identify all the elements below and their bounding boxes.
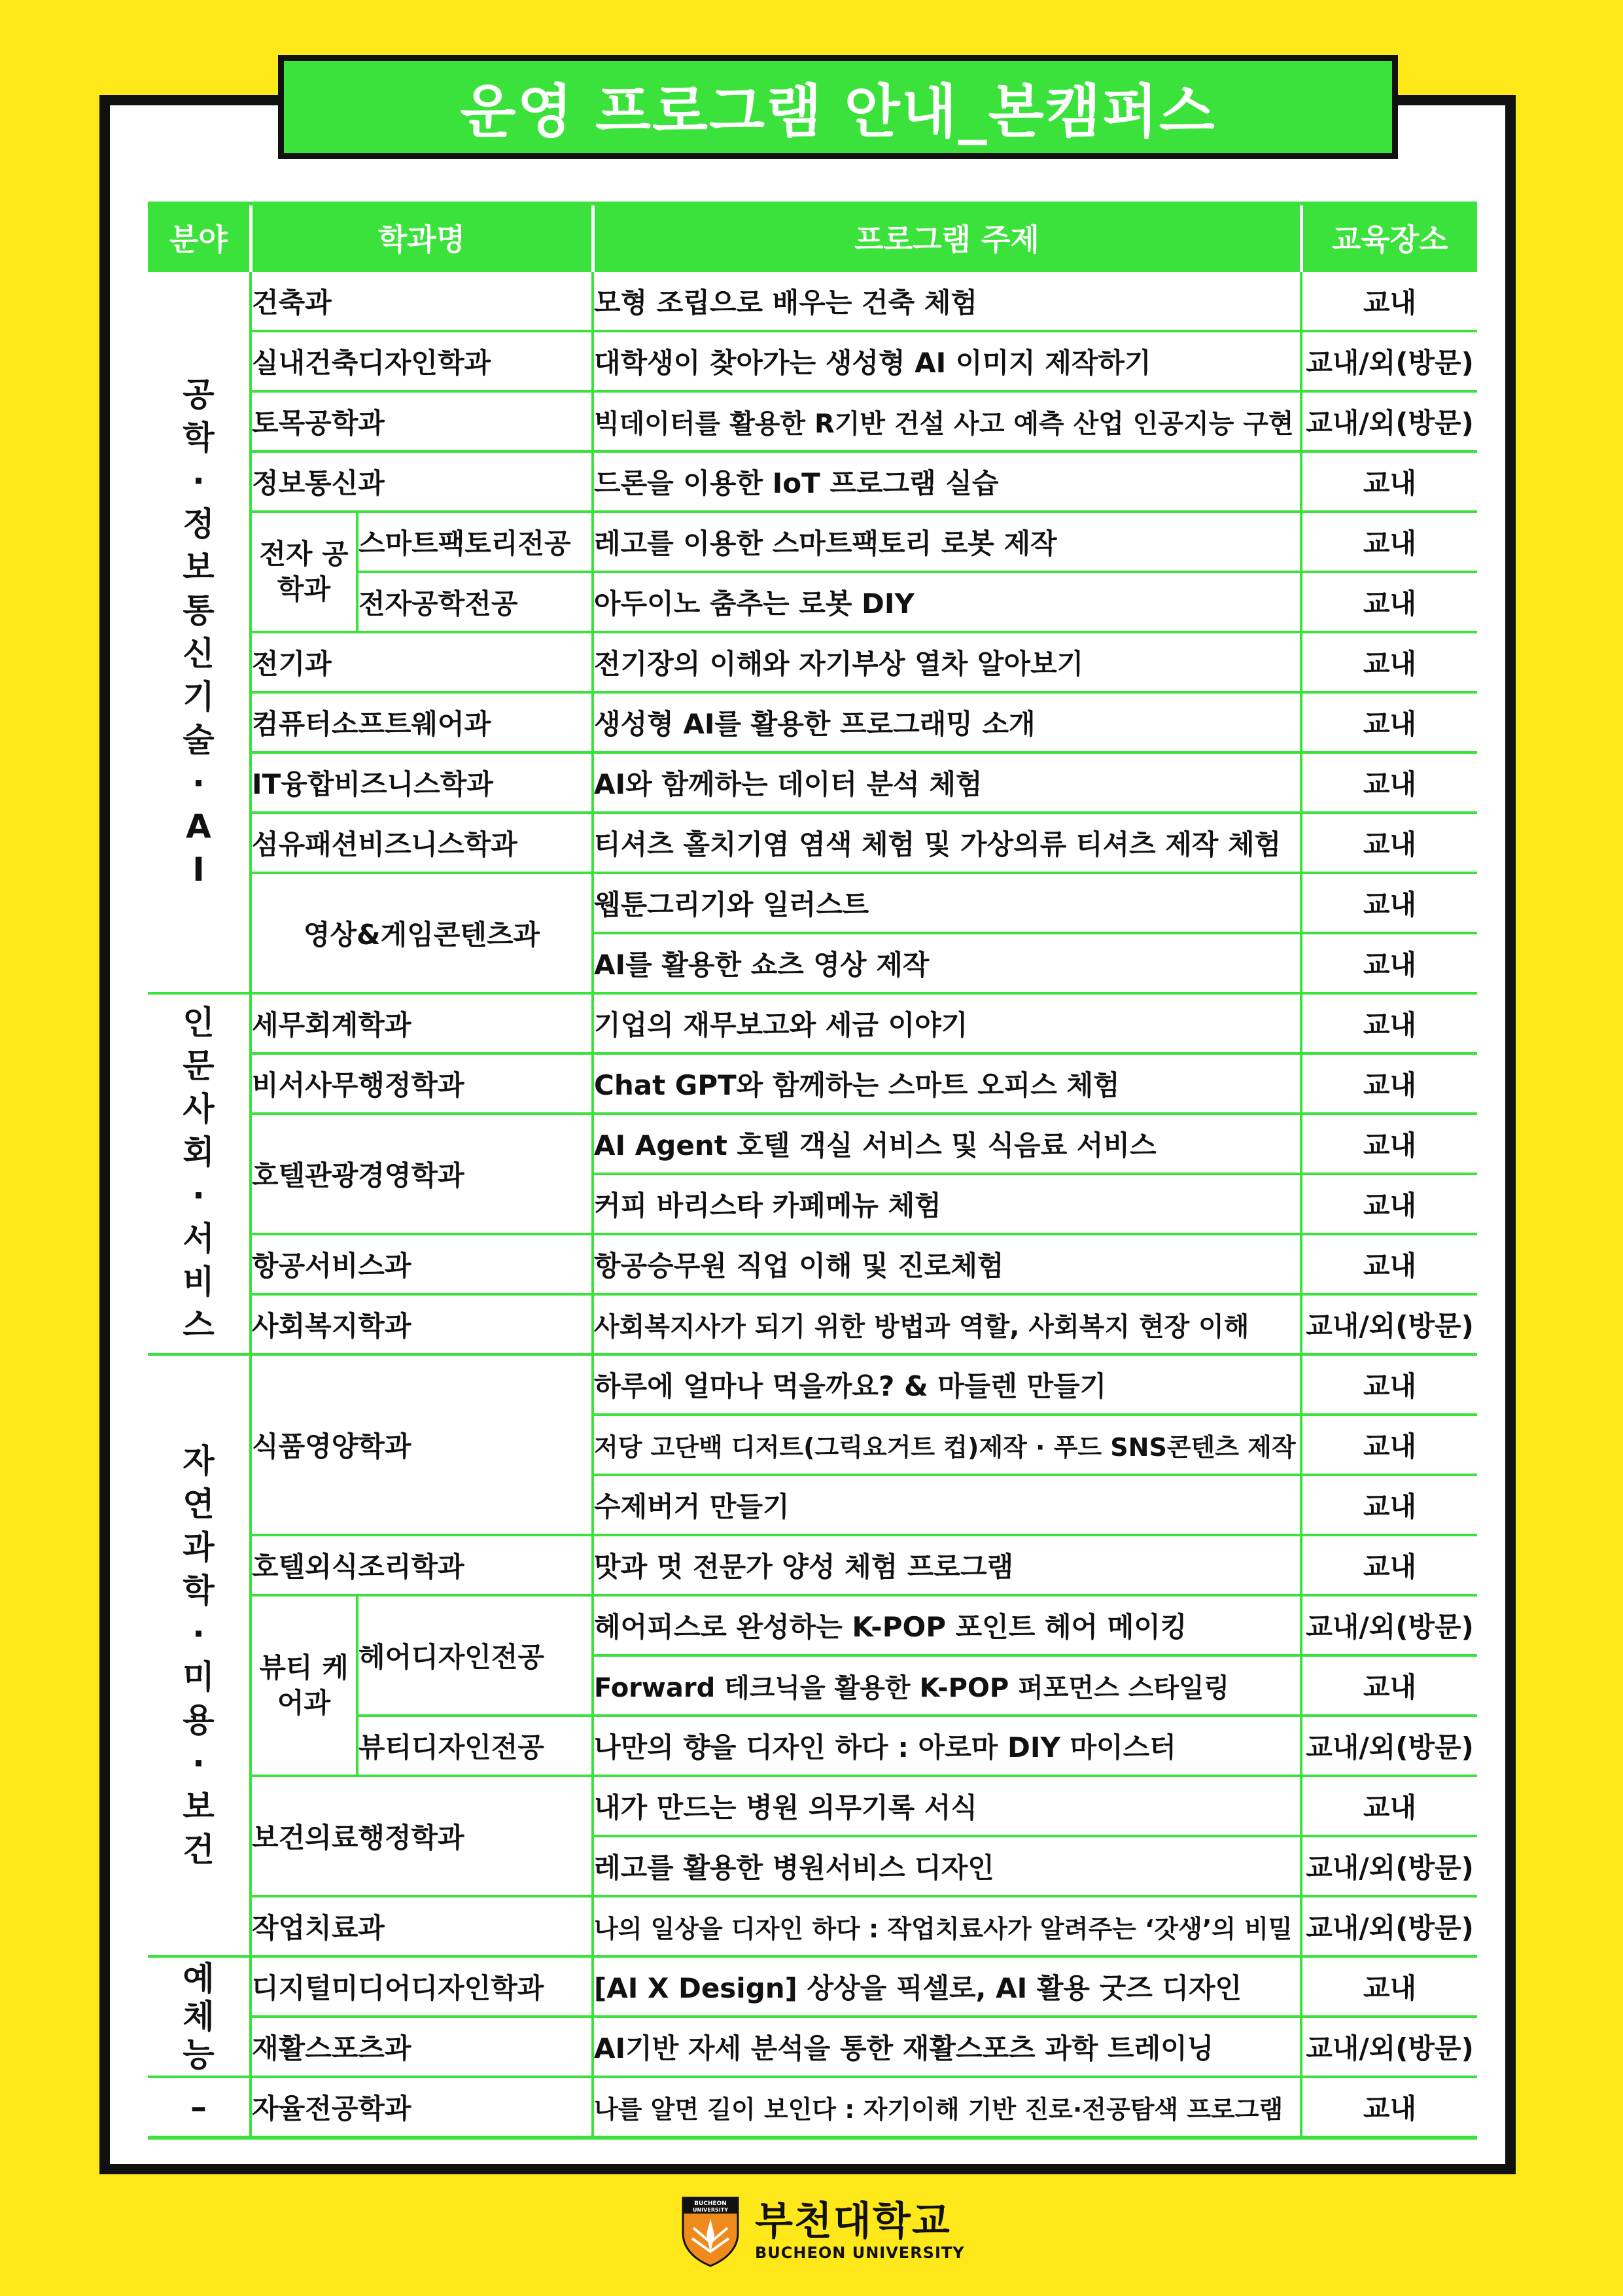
table-row: [148, 1234, 1477, 1294]
field-char: 사: [183, 1090, 215, 1128]
field-char: 기: [183, 678, 215, 716]
dept-cell: 호텔관광경영학과: [251, 1114, 593, 1234]
field-char: ·: [192, 764, 205, 802]
topic-cell: 헤어피스로 완성하는 K-POP 포인트 헤어 메이킹: [593, 1595, 1301, 1655]
dept-cell: IT융합비즈니스학과: [251, 752, 593, 813]
dept-cell: 정보통신과: [251, 451, 593, 512]
seal-bottom-text: UNIVERSITY: [693, 2207, 728, 2213]
field-char: I: [192, 851, 205, 889]
table-row: [148, 993, 1477, 1053]
field-char: 용: [183, 1701, 215, 1739]
field-char: 회: [183, 1133, 215, 1171]
field-char: 학: [183, 419, 215, 457]
field-char: 건: [183, 1831, 215, 1869]
topic-cell: 기업의 재무보고와 세금 이야기: [593, 993, 1301, 1053]
major-cell: 뷰티디자인전공: [357, 1716, 593, 1776]
seal-top-text: BUCHEON: [694, 2200, 727, 2207]
field-char: 공: [183, 376, 215, 414]
place-cell: 교내/외(방문): [1301, 1836, 1477, 1896]
place-cell: 교내: [1301, 1174, 1477, 1234]
field-free: –: [148, 2077, 251, 2138]
field-char: 인: [183, 1004, 215, 1042]
header-topic: 프로그램 주제: [593, 203, 1301, 271]
place-cell: 교내: [1301, 1535, 1477, 1595]
topic-cell: Chat GPT와 함께하는 스마트 오피스 체험: [593, 1053, 1301, 1114]
field-char: ·: [192, 1744, 205, 1782]
field-char: 보: [183, 1788, 215, 1826]
topic-cell: 생성형 AI를 활용한 프로그래밍 소개: [593, 692, 1301, 752]
dept-cell: 자율전공학과: [251, 2077, 593, 2138]
field-humanities-label: [148, 1001, 249, 1347]
table-row: [148, 391, 1477, 451]
major-cell: 스마트팩토리전공: [357, 512, 593, 572]
place-cell: 교내: [1301, 2077, 1477, 2138]
place-cell: 교내: [1301, 1776, 1477, 1836]
field-natural-science-label: [148, 1439, 249, 1871]
place-cell: 교내: [1301, 451, 1477, 512]
field-char: 학: [183, 1572, 215, 1610]
topic-cell: 수제버거 만들기: [593, 1475, 1301, 1535]
field-char: 연: [183, 1485, 215, 1523]
place-cell: 교내/외(방문): [1301, 1716, 1477, 1776]
topic-cell: 내가 만드는 병원 의무기록 서식: [593, 1776, 1301, 1836]
topic-cell: 모형 조립으로 배우는 건축 체험: [593, 271, 1301, 331]
topic-cell: AI와 함께하는 데이터 분석 체험: [593, 752, 1301, 813]
table-row: [148, 632, 1477, 692]
dept-cell: 섬유패션비즈니스학과: [251, 813, 593, 873]
dept-cell: 호텔외식조리학과: [251, 1535, 593, 1595]
place-cell: 교내/외(방문): [1301, 1896, 1477, 1956]
place-cell: 교내: [1301, 933, 1477, 993]
topic-cell: 빅데이터를 활용한 R기반 건설 사고 예측 산업 인공지능 구현: [593, 391, 1301, 451]
header-place: 교육장소: [1301, 203, 1477, 271]
place-cell: 교내/외(방문): [1301, 1294, 1477, 1354]
field-engineering-label: [148, 373, 249, 891]
place-cell: 교내: [1301, 1234, 1477, 1294]
topic-cell: AI기반 자세 분석을 통한 재활스포츠 과학 트레이닝: [593, 2017, 1301, 2077]
page-title: 운영 프로그램 안내_본캠퍼스: [278, 55, 1398, 159]
field-char: 보: [183, 548, 215, 586]
table-row: [148, 1114, 1477, 1174]
table-row: [148, 873, 1477, 933]
field-char: 능: [183, 2036, 215, 2074]
topic-cell: 레고를 활용한 병원서비스 디자인: [593, 1836, 1301, 1896]
place-cell: 교내/외(방문): [1301, 1595, 1477, 1655]
topic-cell: 나를 알면 길이 보인다 : 자기이해 기반 진로·전공탐색 프로그램: [593, 2077, 1301, 2138]
place-cell: 교내: [1301, 1475, 1477, 1535]
topic-cell: 티셔츠 홀치기염 염색 체험 및 가상의류 티셔츠 제작 체험: [593, 813, 1301, 873]
table-row: [148, 1053, 1477, 1114]
dept-cell: 세무회계학과: [251, 993, 593, 1053]
field-char: 비: [183, 1263, 215, 1301]
place-cell: 교내/외(방문): [1301, 2017, 1477, 2077]
topic-cell: 웹툰그리기와 일러스트: [593, 873, 1301, 933]
dept-cell-beauty: 뷰티 케어과: [251, 1595, 357, 1776]
field-arts-label: [148, 1960, 249, 2074]
table-row: [148, 2077, 1477, 2138]
field-char: 신: [183, 635, 215, 673]
table-row: [148, 1535, 1477, 1595]
university-logo: [680, 2195, 965, 2267]
place-cell: 교내: [1301, 1956, 1477, 2017]
topic-cell: 나의 일상을 디자인 하다 : 작업치료사가 알려주는 ‘갓생’의 비밀: [593, 1896, 1301, 1956]
place-cell: 교내: [1301, 1655, 1477, 1716]
dept-cell: 식품영양학과: [251, 1354, 593, 1535]
field-char: 서: [183, 1220, 215, 1258]
program-table: [148, 202, 1477, 2140]
place-cell: 교내: [1301, 572, 1477, 632]
topic-cell: 나만의 향을 디자인 하다 : 아로마 DIY 마이스터: [593, 1716, 1301, 1776]
topic-cell: [AI X Design] 상상을 픽셀로, AI 활용 굿즈 디자인: [593, 1956, 1301, 2017]
major-cell: 헤어디자인전공: [357, 1595, 593, 1716]
place-cell: 교내: [1301, 813, 1477, 873]
field-char: 자: [183, 1442, 215, 1480]
dept-cell: 실내건축디자인학과: [251, 331, 593, 391]
logo-text: [755, 2200, 965, 2263]
topic-cell: 대학생이 찾아가는 생성형 AI 이미지 제작하기: [593, 331, 1301, 391]
table-row: [148, 331, 1477, 391]
topic-cell: AI를 활용한 쇼츠 영상 제작: [593, 933, 1301, 993]
place-cell: 교내: [1301, 1053, 1477, 1114]
place-cell: 교내/외(방문): [1301, 331, 1477, 391]
topic-cell: 사회복지사가 되기 위한 방법과 역할, 사회복지 현장 이해: [593, 1294, 1301, 1354]
dept-cell: 재활스포츠과: [251, 2017, 593, 2077]
table-row: [148, 692, 1477, 752]
place-cell: 교내: [1301, 1114, 1477, 1174]
place-cell: 교내: [1301, 692, 1477, 752]
table-row: [148, 752, 1477, 813]
field-natural-science: [148, 1354, 251, 1956]
table-row: [148, 1776, 1477, 1836]
topic-cell: 전기장의 이해와 자기부상 열차 알아보기: [593, 632, 1301, 692]
table-row: [148, 2017, 1477, 2077]
place-cell: 교내: [1301, 1415, 1477, 1475]
table-row: [148, 271, 1477, 331]
place-cell: 교내: [1301, 271, 1477, 331]
topic-cell: 항공승무원 직업 이해 및 진로체험: [593, 1234, 1301, 1294]
table-header-row: [148, 203, 1477, 271]
field-char: 체: [183, 1998, 215, 2036]
dept-cell: 토목공학과: [251, 391, 593, 451]
header-dept: 학과명: [251, 203, 593, 271]
dept-cell: 항공서비스과: [251, 1234, 593, 1294]
place-cell: 교내: [1301, 752, 1477, 813]
place-cell: 교내: [1301, 632, 1477, 692]
dept-cell: 컴퓨터소프트웨어과: [251, 692, 593, 752]
field-char: 통: [183, 592, 215, 629]
place-cell: 교내: [1301, 993, 1477, 1053]
field-char: 미: [183, 1658, 215, 1696]
topic-cell: 커피 바리스타 카페메뉴 체험: [593, 1174, 1301, 1234]
field-char: ·: [192, 1176, 205, 1214]
field-char: 과: [183, 1528, 215, 1566]
topic-cell: 드론을 이용한 IoT 프로그램 실습: [593, 451, 1301, 512]
dept-cell: 보건의료행정학과: [251, 1776, 593, 1896]
topic-cell: 저당 고단백 디저트(그릭요거트 컵)제작 · 푸드 SNS콘텐츠 제작: [593, 1415, 1301, 1475]
topic-cell: 아두이노 춤추는 로봇 DIY: [593, 572, 1301, 632]
dept-cell: 영상&게임콘텐츠과: [251, 873, 593, 993]
place-cell: 교내/외(방문): [1301, 391, 1477, 451]
dept-cell: 전기과: [251, 632, 593, 692]
dept-cell: 디지털미디어디자인학과: [251, 1956, 593, 2017]
place-cell: 교내: [1301, 512, 1477, 572]
field-char: ·: [192, 1615, 205, 1653]
topic-cell: 하루에 얼마나 먹을까요? & 마들렌 만들기: [593, 1354, 1301, 1415]
field-char: 문: [183, 1047, 215, 1085]
topic-cell: 레고를 이용한 스마트팩토리 로봇 제작: [593, 512, 1301, 572]
topic-cell: Forward 테크닉을 활용한 K-POP 퍼포먼스 스타일링: [593, 1655, 1301, 1716]
dept-cell: 사회복지학과: [251, 1294, 593, 1354]
table-row: [148, 1896, 1477, 1956]
place-cell: 교내: [1301, 1354, 1477, 1415]
field-char: A: [186, 807, 211, 845]
header-field: 분야: [148, 203, 251, 271]
topic-cell: AI Agent 호텔 객실 서비스 및 식음료 서비스: [593, 1114, 1301, 1174]
field-humanities: [148, 993, 251, 1354]
table-row: [148, 813, 1477, 873]
field-char: 술: [183, 721, 215, 759]
place-cell: 교내: [1301, 873, 1477, 933]
field-char: 스: [183, 1306, 215, 1344]
field-engineering: [148, 271, 251, 993]
dept-cell: 비서사무행정학과: [251, 1053, 593, 1114]
table-row: [148, 512, 1477, 572]
dept-cell: 건축과: [251, 271, 593, 331]
table-row: [148, 1595, 1477, 1655]
dept-cell-electronics: 전자 공학과: [251, 512, 357, 632]
table-row: [148, 1956, 1477, 2017]
field-char: 정: [183, 505, 215, 543]
logo-english: BUCHEON UNIVERSITY: [755, 2244, 965, 2262]
table-row: [148, 451, 1477, 512]
logo-korean: 부천대학교: [755, 2199, 951, 2244]
field-arts: [148, 1956, 251, 2077]
field-char: ·: [192, 462, 205, 500]
emblem-icon: [680, 2195, 741, 2267]
table-row: [148, 1294, 1477, 1354]
field-char: 예: [183, 1960, 215, 1998]
topic-cell: 맛과 멋 전문가 양성 체험 프로그램: [593, 1535, 1301, 1595]
dept-cell: 작업치료과: [251, 1896, 593, 1956]
table-row: [148, 1354, 1477, 1415]
major-cell: 전자공학전공: [357, 572, 593, 632]
